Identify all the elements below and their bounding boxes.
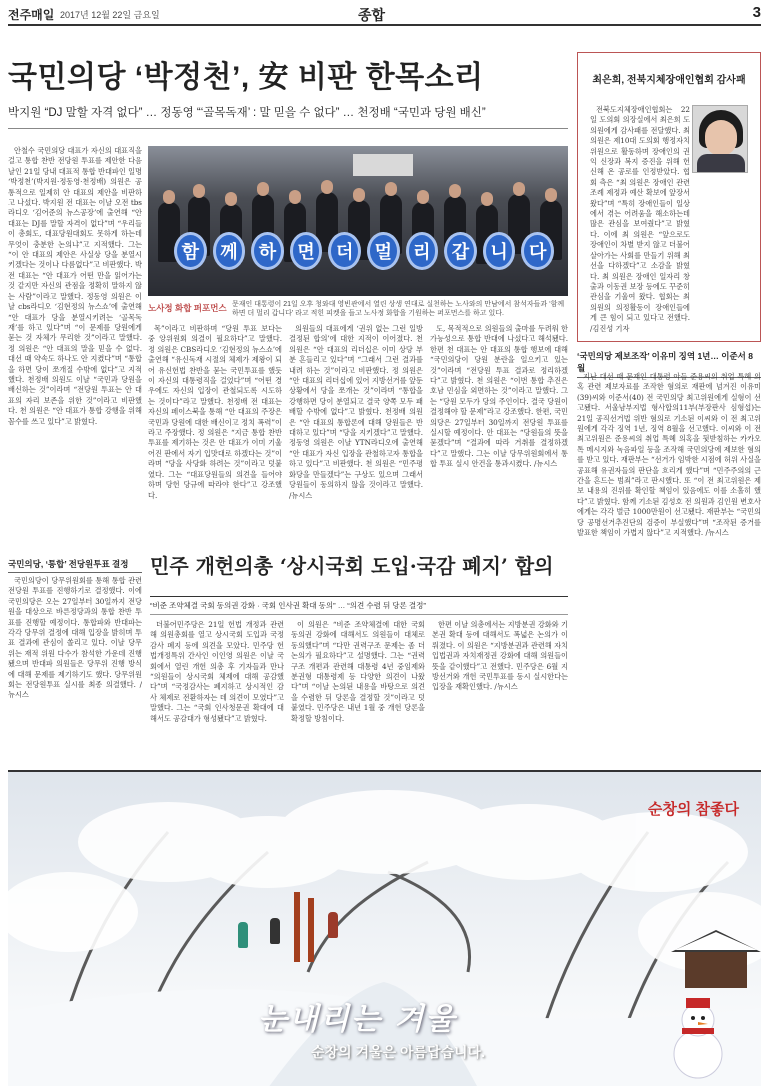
lead-column-1 bbox=[8, 146, 142, 546]
lead-column-3 bbox=[289, 324, 423, 546]
second-column-1-text: 더불어민주당은 21일 헌법 개정과 관련해 의원총회를 열고 상시국회 도입과 국정감사 폐지 등에 의견을 모았다. 민주당 헌법개정특위 간사인 이인영 의원은 이날 국회에서 열린 개헌 의총 후 기자들과 만나 “의원들이 상시국회 체제에 대해 공감했다”며 “국정감사는 폐지하고 상시적인 감사 체제로 전환하자는 데 의견이 모였다”고 말했다. 그는 “국회 인사청문권 확대에 대해서도 공감대가 형성됐다”고 밝혔다. bbox=[150, 620, 284, 723]
banner-gear: 함 bbox=[174, 232, 207, 270]
lead-photo bbox=[148, 146, 568, 296]
award-box bbox=[577, 52, 761, 342]
vote-article-body bbox=[8, 576, 142, 756]
lead-column-2 bbox=[148, 324, 282, 546]
award-body-1 bbox=[590, 105, 690, 337]
lead-column-2-text: 목”이라고 비판하며 “당원 투표 보다는 중 앙위원회 의결이 필요하다”고 말했다. 정 의원은 CBS라디오 ‘김현정의 뉴스쇼’에 출연해 “유신독재 시절의 체제가 제왕이 되어 유신헌법 찬반을 묻는 국민투표를 했듯이 자신의 대통령직을 걸었다”며 “어떤 경우에도 자신의 입장이 관철되도록 시도하는 것이다”라고 말했다. 천정배 전 대표는 자신의 페이스북을 통해 “안 대표의 주장은 국민과 당원에 대한 배신이고 정치 폭력”이라고 주장했다. 정 의원은 “지금 통합 찬반 투표를 제기하는 것은 안 대표가 이미 기울어진 판에서 자기 입맛대로 하겠다는 것”이라며 “당을 사당화 하려는 것”이라고 덧붙였다. 그는 “대표당원들의 의견을 들어야 하며 당헌 당규에 따라야 한다”고 강조했다. bbox=[148, 324, 282, 500]
photo-caption: 문재인 대통령이 21일 오후 청와대 영빈관에서 열린 상생 연대로 실천하는 노사와의 만남에서 참석자들과 ‘함께하면 더 멀리 갑니다’ 라고 적힌 피켓을 들고 노사정 화합을 기원하는 퍼포먼스를 하고 있다. bbox=[232, 301, 565, 317]
award-title: 최은희, 전북지체장애인협회 감사패 bbox=[592, 75, 746, 86]
banner-gear: 면 bbox=[290, 232, 323, 270]
second-column-2 bbox=[291, 620, 425, 756]
snowman bbox=[668, 992, 728, 1082]
banner-gear: 다 bbox=[521, 232, 554, 270]
trial-title: ‘국민의당 제보조작’ 이유미 징역 1년… 이준서 8월 bbox=[577, 350, 761, 378]
vote-article-text: 국민의당이 당무위원회를 통해 통합 관련 전당원 투표를 진행하기로 결정했다. 이에 국민의당은 오는 27일부터 30일까지 전당원을 대상으로 바른정당과의 통합 찬반 투표를 진행할 예정이다. 통합파와 반대파는 각각 당무위 결정에 대해 입장을 밝히며 투표 결과에 관심이 쏠리고 있다. 이날 당무위는 재적 위원 다수가 참석한 가운데 진행됐으며 반대파 의원들은 당무위 진행 방식에 대해 문제를 제기하기도 했다. 당무위원회는 전당원투표 실시를 최종 의결했다. /뉴시스 bbox=[8, 576, 142, 700]
lead-column-1-text: 안철수 국민의당 대표가 자신의 대표직을 걸고 통합 찬반 전당원 투표를 제안한 다음날인 21일 당내 대표적 통합 반대파인 일명 ‘박정천’(박지원·정동영·천정배) 의원은 공통적으로 일제히 안 대표의 제안을 비판하고 나섰다. 박지원 전 대표는 이날 오전 tbs라디오 ‘김어준의 뉴스공장’에 출연해 “안 대표는 DJ를 말할 자격이 없다”며 “우리들이 총회도, 대표당원대회도 못하게 하는데 무엇이 충분한 논의냐”고 지적했다. 그는 “이 안 대표의 제안은 사실상 당을 분열시키겠다는 것이나 다름없다”고 비판했다. 박 전 대표는 “안 대표가 어떤 만을 읽어가는 것 같지만 자신의 관점을 정확히 말하지 않는 사람”이라고 말했다. 정동영 의원은 이날 cbs라디오 ‘김현정의 뉴스쇼’에 출연해 “안 대표가 당을 분열시키려는 ‘골목독재’를 하고 있다”며 “이 문제를 당원에게 묻는 것 자체가 무리한 것”이라고 말했다. 정 의원은 “안 대표의 말을 믿을 수 없다. 대선 때 약속도 하나도 안 지켰다”며 “통합을 하면 당이 쪼개질 수밖에 없다”고 지적했다. 천정배 의원도 이날 “국민과 당원을 배신하는 것”이라며 “전당원 투표는 안 대표의 자리 보존을 위한 것”이라고 비판했다. 천 의원은 “안 대표가 통합 강행을 위해 꼼수를 쓰고 있다”고 밝혔다. bbox=[8, 146, 142, 426]
sunchang-logo: 순창의 참좋다 bbox=[647, 801, 739, 818]
banner-gear: 께 bbox=[213, 232, 246, 270]
photo-caption-label: 노사정 화합 퍼포먼스 bbox=[148, 303, 227, 313]
winter-advertisement bbox=[8, 770, 761, 1086]
pavilion-pole bbox=[308, 898, 314, 962]
issue-date: 2017년 12월 22일 금요일 bbox=[60, 10, 160, 20]
banner-gear: 하 bbox=[251, 232, 284, 270]
second-column-1 bbox=[150, 620, 284, 756]
second-column-2-text: 이 의원은 “비준 조약체결에 대한 국회 동의권 강화에 대해서도 의원들이 대체로 동의했다”며 “다만 권력구조 문제는 좀 더 논의가 필요하다”고 설명했다. 그는 “권력구조 개편과 관련해 대통령 4년 중임제와 분권형 대통령제 등 다양한 의견이 나왔다”며 “이날 논의된 내용을 바탕으로 의견을 수렴한 뒤 당론을 결정할 것”이라고 덧붙였다. 민주당은 내년 1월 중 개헌 당론을 확정할 방침이다. bbox=[291, 620, 425, 723]
second-subhead: “비준 조약체결 국회 동의권 강화 · 국회 인사권 확대 동의” … “의견 수렴 뒤 당론 결정” bbox=[150, 596, 568, 615]
walker-figure bbox=[238, 922, 248, 948]
banner-gear: 더 bbox=[328, 232, 361, 270]
reporter-photo bbox=[692, 105, 748, 173]
flag-backdrop bbox=[353, 154, 413, 176]
banner-gear: 갑 bbox=[444, 232, 477, 270]
pavilion-pole bbox=[294, 892, 300, 962]
vote-article-title: 국민의당, ‘통합’ 전당원투표 결정 bbox=[8, 558, 142, 573]
page-number: 3 bbox=[752, 4, 761, 21]
lead-column-3-text: 의원들의 대표에게 ‘권위 없는 그런 일방 결정된 합의’에 대한 지적이 이어졌다. 천 의원은 “안 대표의 리더십은 이미 상당 부분 흔들리고 있다”며 “그래서 그런 결과를 내려 하는 것”이라고 비판했다. 정 의원은 “안 대표의 리더십에 있어 지방선거를 앞둔 상황에서 당을 쪼개는 것”이라며 “통합을 강행하면 당이 분열되고 결국 양쪽 모두 패배할 수밖에 없다”고 밝혔다. 천정배 의원은 “안 대표의 통합론에 대해 당원들은 반대하고 있다”며 “당을 지키겠다”고 말했다. 정동영 의원은 이날 YTN라디오에 출연해 “안 대표가 자신 입장을 관철하고자 통합을 하고 있다”고 비판했다. 천 의원은 “민주평화당을 만들겠다”는 구상도 있으며 그래서 당원들이 동의하지 않을 것이라고 말했다. /뉴시스 bbox=[289, 324, 423, 500]
section-name: 종합 bbox=[358, 7, 386, 23]
trial-text: 지난 대선 때 문재인 대통령 아들 준용씨의 취업 특혜 의혹 관련 제보자료를 조작한 혐의로 재판에 넘겨진 이유미(39)씨와 이준서(40) 전 국민의당 최고위원에게 실형이 선고됐다. 서울남부지법 형사합의11부(부장판사 심형섭)는 21일 공직선거법 위반 혐의로 기소된 이씨와 이 전 최고위원에게 각각 징역 1년, 징역 8월을 선고했다. 이씨와 이 전 최고위원은 준용씨의 취업 특혜 의혹을 뒷받침하는 카카오톡 메시지와 녹음파일 등을 조작해 국민의당에 제보한 혐의를 받고 있다. 재판부는 “선거가 임박한 시점에 허위 사실을 공표해 유권자들의 판단을 흐리게 했다”며 “민주주의의 근간을 흔드는 범죄”라고 판시했다. 또 “이 전 최고위원은 제보 내용의 진위를 확인할 책임이 있음에도 이를 소홀히 했다”고 밝혔다. 함께 기소된 김성호 전 의원과 김인원 변호사에게는 각각 벌금 1000만원이 선고됐다. 재판부는 “국민의당 공명선거추진단의 검증이 부실했다”며 “조작된 증거를 발표한 책임이 가볍지 않다”고 지적했다. /뉴시스 bbox=[577, 372, 761, 538]
banner-gear: 멀 bbox=[367, 232, 400, 270]
walker-figure bbox=[270, 918, 280, 944]
lead-subhead: 박지원 “DJ 말할 자격 없다” … 정동영 “‘골목독재’ : 말 믿을 수 없다” … 천정배 “국민과 당원 배신” bbox=[8, 104, 568, 129]
banner-gear: 리 bbox=[406, 232, 439, 270]
lead-headline: 국민의당 ‘박정천’, 安 비판 한목소리 bbox=[8, 61, 484, 94]
pagoda-roof bbox=[671, 922, 761, 992]
performance-banner bbox=[174, 232, 554, 272]
masthead bbox=[8, 4, 761, 26]
second-column-3-text: 한편 이날 의총에서는 지방분권 강화와 기본권 확대 등에 대해서도 폭넓은 논의가 이뤄졌다. 이 의원은 “지방분권과 관련해 자치입법권과 자치재정권 강화에 대해 의원들이 뜻을 같이했다”고 전했다. 민주당은 6월 지방선거와 개헌 국민투표를 동시 실시한다는 입장을 재확인했다. /뉴시스 bbox=[432, 620, 568, 692]
second-column-3 bbox=[432, 620, 568, 756]
newspaper-name: 전주매일 bbox=[8, 8, 55, 22]
winter-scene bbox=[8, 772, 761, 1086]
award-text: 전북도지체장애인협회는 22일 도의회 의장실에서 최은희 도의원에게 감사패를 전달했다. 최 의원은 제10대 도의회 행정자치위원으로 활동하며 장애인의 권익 신장과 복지 증진을 위해 헌신해 온 공로를 인정받았다. 협회 측은 “최 의원은 장애인 관련 조례 제정과 예산 확보에 앞장서 왔다”며 “특히 장애인들이 일상에서 겪는 어려움을 해소하는데 많은 관심을 보여줬다”고 밝혔다. 이에 최 의원은 “앞으로도 장애인이 차별 받지 않고 더불어 살아가는 사회를 만들기 위해 최선을 다하겠다”고 소감을 밝혔다. 최 의원은 장애인 일자리 창출과 이동권 보장 등에도 꾸준히 관심을 기울여 왔다. 협회는 최 의원의 의정활동이 장애인들에게 큰 힘이 되고 있다고 전했다. /김진성 기자 bbox=[590, 105, 690, 333]
lead-column-4 bbox=[430, 324, 568, 546]
walker-figure bbox=[328, 912, 338, 938]
second-headline: 민주 개헌의총 ‘상시국회 도입·국감 폐지’ 합의 bbox=[150, 554, 554, 578]
ad-slogan: 순창의 겨울은 아름답습니다. bbox=[311, 1044, 485, 1060]
trial-body bbox=[577, 372, 761, 756]
lead-column-4-text: 도, 목적적으로 의원들의 출마를 두려워 한 가능성으로 통합 반대에 나섰다고 해석됐다. 한편 천 대표는 안 대표의 통합 행보에 대해 “국민의당이 당원 분란을 일으키고 있는 것”이라며 “전당원 투표 결과로 정리하겠다”고 밝혔다. 천 의원은 “이번 통합 추진은 호남 민심을 외면하는 것”이라고 말했다. 그는 “당원 모두가 당의 주인이다. 결국 당원이 결정해야 할 문제”라고 강조했다. 한편, 국민의당은 27일부터 30일까지 전당원 투표를 실시할 예정이다. 안 대표는 “당원들의 뜻을 묻겠다”며 “결과에 따라 거취를 결정하겠다”고 말했다. 그는 이날 당무위원회에서 통합 투표 실시 안건을 통과시켰다. /뉴시스 bbox=[430, 324, 568, 469]
banner-gear: 니 bbox=[483, 232, 516, 270]
ad-calligraphy: 눈내리는 겨울 bbox=[258, 1002, 457, 1037]
